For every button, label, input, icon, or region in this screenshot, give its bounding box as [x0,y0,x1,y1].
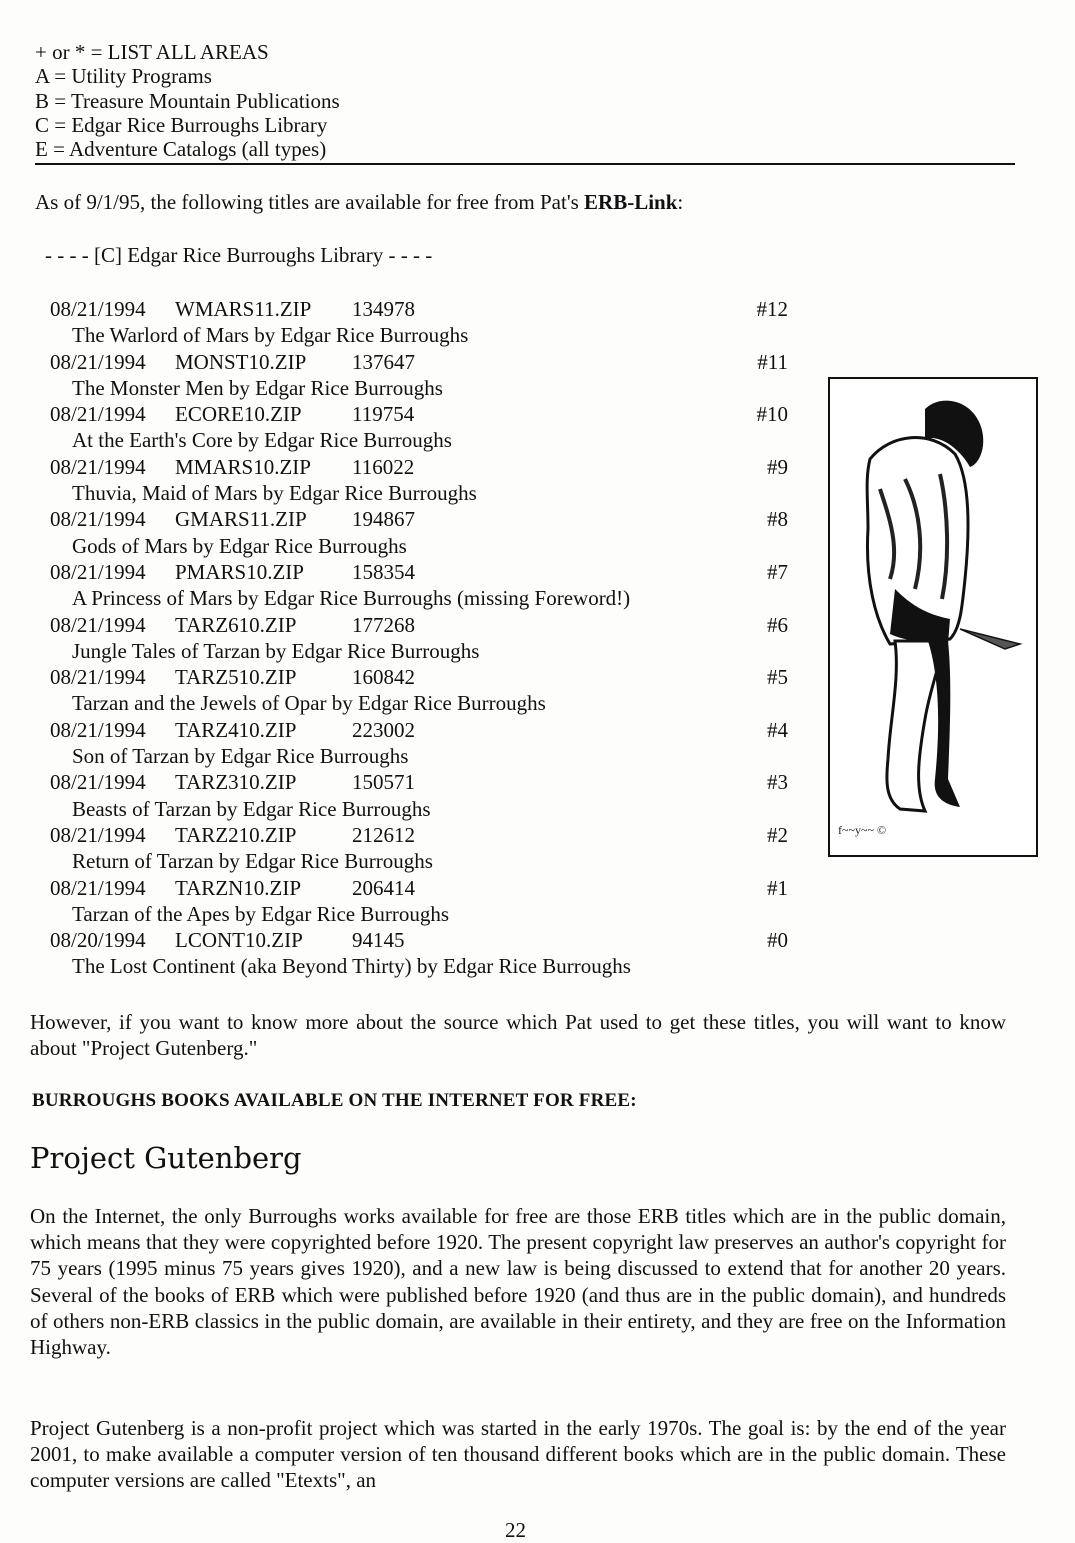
file-date: 08/21/1994 [50,770,146,795]
file-date: 08/21/1994 [50,297,146,321]
file-date: 08/20/1994 [50,928,146,953]
file-entry [50,875,810,901]
file-date: 08/21/1994 [50,875,146,900]
file-entry [50,559,810,585]
file-number: #3 [767,770,788,795]
legend-item: B = Treasure Mountain Publications [35,88,340,113]
svg-text:f~~y~~ ©: f~~y~~ © [838,823,887,837]
file-name: TARZN10.ZIP [175,875,302,900]
book-title: Tarzan and the Jewels of Opar by Edgar Rice Burroughs [72,691,546,716]
file-list [50,296,810,980]
file-date: 08/21/1994 [50,822,146,847]
book-title: Son of Tarzan by Edgar Rice Burroughs [72,744,409,769]
file-name: TARZ310.ZIP [175,770,297,795]
book-title: Thuvia, Maid of Mars by Edgar Rice Burroughs [72,481,477,506]
section-title: Project Gutenberg [30,1141,302,1175]
book-title: A Princess of Mars by Edgar Rice Burroughs (missing Foreword!) [72,586,631,611]
book-title: Gods of Mars by Edgar Rice Burroughs [72,533,407,558]
paragraph-source: However, if you want to know more about the source which Pat used to get these titles, you will want to know about "Project Gutenberg." [30,1010,1006,1061]
book-title: At the Earth's Core by Edgar Rice Burroughs [72,428,452,453]
file-entry [50,664,810,690]
file-name: GMARS11.ZIP [175,507,307,532]
file-date: 08/21/1994 [50,402,146,427]
tarzan-drawing-icon [830,379,1036,855]
legend-item: + or * = LIST ALL AREAS [35,40,269,64]
file-name: WMARS11.ZIP [175,297,312,321]
legend-item: A = Utility Programs [35,64,212,89]
paragraph-internet: On the Internet, the only Burroughs works available for free are those ERB titles which are in the public domain, which means that they were copyrighted before 1920. The present copyright law preserves an author's copyright for 75 years (1995 minus 75 years gives 1920), and a new law is being discussed to extend that for another 20 years. Several of the books of ERB which were published before 1920 (and thus are in the public domain), and hundreds of others non-ERB classics in the public domain, are available in their entirety, and they are free on the Information Highway. [30,1204,1006,1360]
file-entry [50,717,810,743]
file-size: 194867 [352,507,415,532]
file-date: 08/21/1994 [50,612,146,637]
file-size: 212612 [352,822,415,847]
file-number: #12 [756,297,788,321]
tarzan-illustration [828,377,1038,857]
paragraph-gutenberg: Project Gutenberg is a non-profit project which was started in the early 1970s. The goal is: by the end of the year 2001, to make available a computer version of ten thousand different books which are in the public domain. These computer versions are called "Etexts", an [30,1416,1006,1493]
file-number: #10 [756,402,788,427]
file-date: 08/21/1994 [50,717,146,742]
area-legend [35,40,340,161]
horizontal-rule [35,163,1015,165]
erb-link-name: ERB-Link [584,190,678,214]
file-name: MONST10.ZIP [175,349,307,374]
intro-line [35,190,683,215]
book-title: The Lost Continent (aka Beyond Thirty) by Edgar Rice Burroughs [72,954,631,979]
file-name: MMARS10.ZIP [175,454,311,479]
file-name: TARZ410.ZIP [175,717,297,742]
file-number: #4 [767,717,788,742]
file-entry [50,612,810,638]
file-size: 177268 [352,612,415,637]
file-name: ECORE10.ZIP [175,402,302,427]
file-size: 158354 [352,559,415,584]
file-number: #2 [767,822,788,847]
file-number: #9 [767,454,788,479]
file-entry [50,349,810,375]
file-name: TARZ510.ZIP [175,665,297,690]
file-size: 134978 [352,297,415,321]
file-number: #0 [767,928,788,953]
file-size: 150571 [352,770,415,795]
file-date: 08/21/1994 [50,665,146,690]
file-number: #6 [767,612,788,637]
legend-item: C = Edgar Rice Burroughs Library [35,112,328,137]
file-entry [50,769,810,795]
intro-end: : [677,190,684,214]
file-entry [50,296,810,322]
library-heading: - - - - [C] Edgar Rice Burroughs Library - - - - [45,243,433,267]
file-name: LCONT10.ZIP [175,928,303,953]
book-title: The Warlord of Mars by Edgar Rice Burroughs [72,323,469,348]
file-entry [50,454,810,480]
file-entry [50,506,810,532]
book-title: Tarzan of the Apes by Edgar Rice Burroughs [72,901,450,926]
file-number: #7 [767,559,788,584]
file-entry [50,927,810,953]
book-title: Beasts of Tarzan by Edgar Rice Burroughs [72,796,431,821]
file-size: 206414 [352,875,415,900]
file-date: 08/21/1994 [50,507,146,532]
book-title: Jungle Tales of Tarzan by Edgar Rice Burroughs [72,638,480,663]
section-heading-caps: BURROUGHS BOOKS AVAILABLE ON THE INTERNET FOR FREE: [32,1090,637,1111]
file-size: 119754 [352,402,415,427]
file-number: #11 [757,349,788,374]
file-size: 223002 [352,717,415,742]
file-name: PMARS10.ZIP [175,559,304,584]
file-number: #1 [767,875,788,900]
legend-item: E = Adventure Catalogs (all types) [35,137,327,162]
file-size: 137647 [352,349,415,374]
file-date: 08/21/1994 [50,454,146,479]
file-date: 08/21/1994 [50,349,146,374]
file-size: 116022 [352,454,415,479]
file-number: #8 [767,507,788,532]
file-name: TARZ210.ZIP [175,822,297,847]
file-entry [50,401,810,427]
file-entry [50,822,810,848]
file-number: #5 [767,665,788,690]
book-title: The Monster Men by Edgar Rice Burroughs [72,375,443,400]
file-size: 94145 [352,928,405,953]
file-date: 08/21/1994 [50,559,146,584]
intro-text: As of 9/1/95, the following titles are available for free from Pat's [35,190,585,214]
file-name: TARZ610.ZIP [175,612,297,637]
file-size: 160842 [352,665,415,690]
page-number: 22 [505,1518,526,1542]
book-title: Return of Tarzan by Edgar Rice Burroughs [72,849,433,874]
